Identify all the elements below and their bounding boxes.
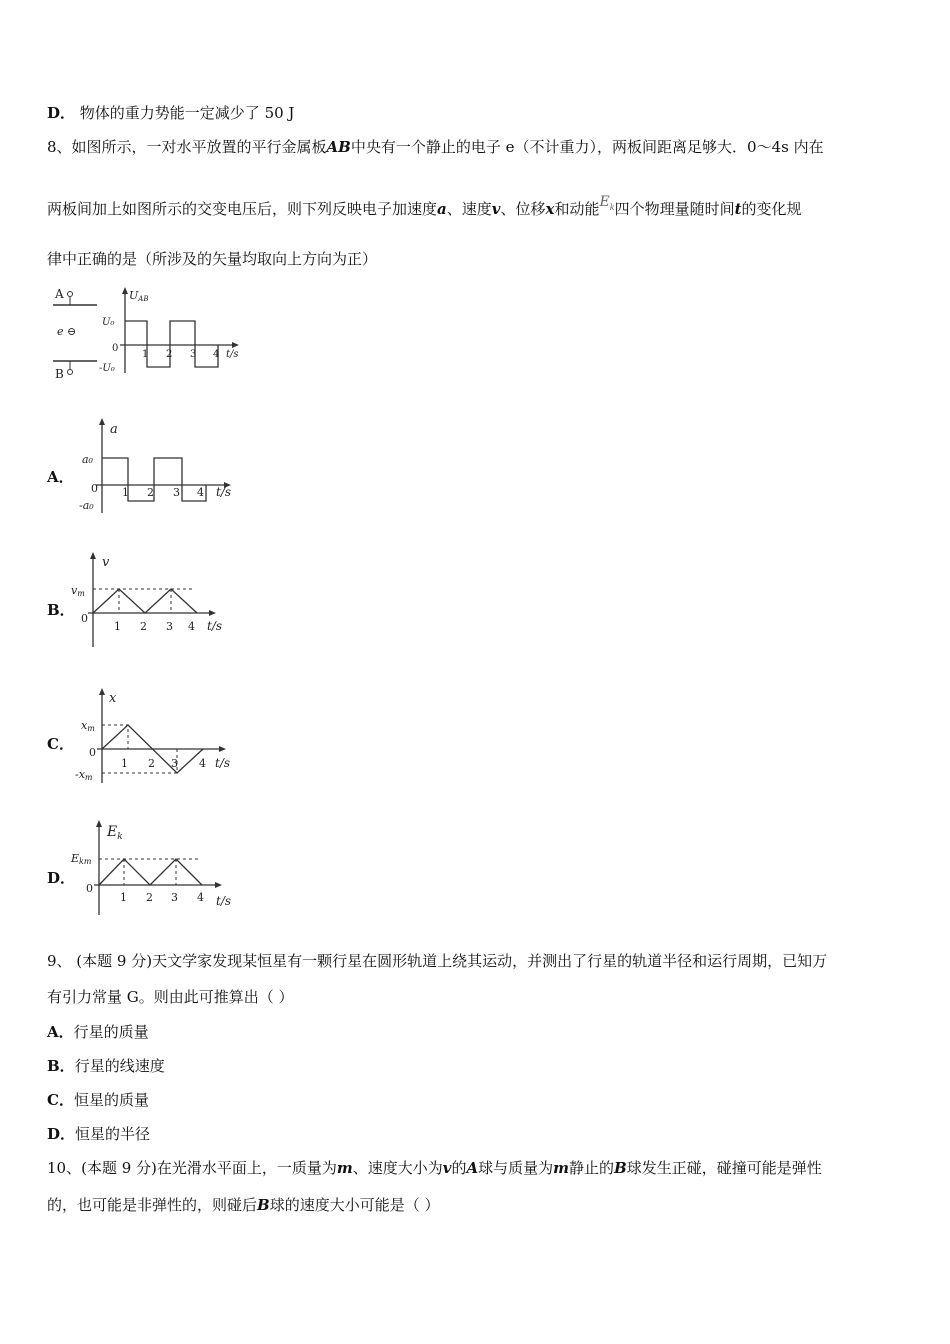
q8-option-a-letter: A． bbox=[47, 468, 74, 486]
q10-text: 静止的 bbox=[569, 1159, 615, 1177]
q8-text: 、位移 bbox=[500, 200, 546, 218]
q8-option-b-graph bbox=[66, 547, 236, 652]
y-axis-label: v bbox=[102, 555, 110, 570]
q10-text: 的 bbox=[451, 1159, 467, 1177]
kinetic-energy-signal bbox=[99, 859, 202, 885]
q8-var-t: t bbox=[734, 200, 742, 218]
tick-4: 4 bbox=[197, 891, 204, 904]
q10-text: 10、(本题 9 分)在光滑水平面上，一质量为 bbox=[47, 1159, 337, 1177]
q8-option-c-letter: C． bbox=[47, 735, 74, 753]
tick-1: 1 bbox=[120, 891, 127, 904]
ekm-label: Ekm bbox=[71, 852, 92, 866]
t-axis-label: t/s bbox=[207, 619, 223, 633]
origin-label: 0 bbox=[91, 482, 98, 495]
a0-label: a₀ bbox=[82, 453, 93, 466]
terminal-b-icon bbox=[68, 370, 73, 375]
q10-ball-b: B bbox=[257, 1196, 270, 1214]
q10-text: 球发生正碰，碰撞可能是弹性 bbox=[626, 1159, 822, 1177]
tick-4: 4 bbox=[197, 486, 204, 499]
tick-3: 3 bbox=[173, 486, 180, 499]
q10-var-m: m bbox=[336, 1159, 353, 1177]
q9-stem-line-1 bbox=[47, 950, 827, 972]
y-axis-label: x bbox=[109, 691, 117, 706]
q10-text: 的，也可能是非弹性的，则碰后 bbox=[47, 1196, 258, 1214]
tick-1: 1 bbox=[114, 620, 121, 633]
electron-label: e ⊖ bbox=[57, 325, 77, 338]
acceleration-signal bbox=[102, 458, 128, 485]
q8-stem-line-1 bbox=[47, 136, 824, 158]
tick-2: 2 bbox=[147, 486, 154, 499]
voltage-signal bbox=[125, 321, 147, 345]
tick-4: 4 bbox=[199, 757, 206, 770]
origin-label: 0 bbox=[81, 612, 88, 625]
q8-text: 四个物理量随时间 bbox=[614, 200, 735, 218]
option-text: 恒星的半径 bbox=[75, 1125, 151, 1143]
u0-label: U₀ bbox=[102, 317, 115, 328]
q9-text: 有引力常量 G。则由此可推算出（ ） bbox=[47, 988, 294, 1006]
option-letter: B． bbox=[47, 1057, 75, 1075]
q9-option-a bbox=[47, 1021, 149, 1043]
q8-var-ek: $E_k$ bbox=[599, 194, 615, 212]
q10-text: 、速度大小为 bbox=[352, 1159, 443, 1177]
q8-option-d-letter: D． bbox=[47, 869, 76, 887]
q8-stem-line-3 bbox=[47, 248, 377, 270]
tick-3: 3 bbox=[171, 757, 178, 770]
q10-ball-a: A bbox=[466, 1159, 479, 1177]
y-axis-label: a bbox=[110, 422, 118, 437]
q8-var-v: v bbox=[491, 200, 501, 218]
q10-stem-line-1 bbox=[47, 1157, 822, 1179]
plate-b-label: B bbox=[55, 367, 64, 381]
vm-label: vm bbox=[71, 584, 85, 598]
tick-1: 1 bbox=[122, 486, 129, 499]
q8-text: 中央有一个静止的电子 e（不计重力），两板间距离足够大．0～4s 内在 bbox=[350, 138, 824, 156]
option-text: 行星的线速度 bbox=[74, 1057, 165, 1075]
q9-option-c bbox=[47, 1089, 149, 1111]
t-axis-label: t/s bbox=[215, 756, 231, 770]
q10-text: 球的速度大小可能是（ ） bbox=[269, 1196, 440, 1214]
q8-option-a-graph bbox=[76, 413, 246, 518]
q10-var-m: m bbox=[553, 1159, 570, 1177]
terminal-a-icon bbox=[68, 292, 73, 297]
origin-label: 0 bbox=[89, 746, 96, 759]
q8-voltage-figure bbox=[45, 283, 260, 388]
q8-text: 、速度 bbox=[446, 200, 492, 218]
q10-var-v: v bbox=[442, 1159, 452, 1177]
q8-option-c-graph bbox=[71, 683, 241, 788]
t-axis-label: t/s bbox=[226, 349, 239, 360]
origin-label: 0 bbox=[86, 882, 93, 895]
q9-text: 9、 (本题 9 分)天文学家发现某恒星有一颗行星在圆形轨道上绕其运动，并测出了行星的轨道半径和运行周期，已知万 bbox=[47, 952, 828, 970]
tick-3: 3 bbox=[171, 891, 178, 904]
q8-var-x: x bbox=[545, 200, 555, 218]
q9-option-d bbox=[47, 1123, 150, 1145]
velocity-signal bbox=[93, 589, 197, 613]
q10-stem-line-2 bbox=[47, 1194, 439, 1216]
q7-option-d-letter: D． bbox=[47, 104, 76, 122]
option-letter: D． bbox=[47, 1125, 76, 1143]
q7-option-d bbox=[47, 102, 294, 124]
q10-text: 球与质量为 bbox=[478, 1159, 554, 1177]
q8-text: 和动能 bbox=[554, 200, 600, 218]
tick-1: 1 bbox=[142, 349, 149, 360]
q8-plate-label: AB bbox=[326, 138, 351, 156]
tick-2: 2 bbox=[148, 757, 155, 770]
plate-a-label: A bbox=[55, 287, 64, 301]
q8-text: 的变化规 bbox=[741, 200, 802, 218]
q8-text: 律中正确的是（所涉及的矢量均取向上方向为正） bbox=[47, 250, 378, 268]
xm-label: xm bbox=[81, 719, 95, 733]
y-axis-label: $E_k$ bbox=[107, 824, 123, 842]
q7-option-d-text: 物体的重力势能一定减少了 50 J bbox=[79, 104, 295, 122]
q8-text: 8、如图所示，一对水平放置的平行金属板 bbox=[47, 138, 327, 156]
q8-option-b-letter: B． bbox=[47, 601, 75, 619]
q9-option-b bbox=[47, 1055, 165, 1077]
q8-var-a: a bbox=[437, 200, 447, 218]
origin-label: 0 bbox=[112, 343, 119, 354]
option-text: 行星的质量 bbox=[73, 1023, 149, 1041]
tick-3: 3 bbox=[190, 349, 197, 360]
tick-2: 2 bbox=[146, 891, 153, 904]
tick-2: 2 bbox=[166, 349, 173, 360]
option-letter: A． bbox=[47, 1023, 74, 1041]
t-axis-label: t/s bbox=[216, 894, 232, 908]
y-axis-label: UAB bbox=[129, 289, 149, 303]
option-letter: C． bbox=[47, 1091, 74, 1109]
tick-4: 4 bbox=[213, 349, 220, 360]
tick-2: 2 bbox=[140, 620, 147, 633]
tick-3: 3 bbox=[166, 620, 173, 633]
q9-stem-line-2 bbox=[47, 986, 294, 1008]
t-axis-label: t/s bbox=[216, 485, 232, 499]
tick-4: 4 bbox=[188, 620, 195, 633]
tick-1: 1 bbox=[121, 757, 128, 770]
neg-xm-label: -xm bbox=[75, 768, 93, 782]
q8-stem-line-2 bbox=[47, 194, 802, 227]
q8-text: 两板间加上如图所示的交变电压后，则下列反映电子加速度 bbox=[47, 200, 438, 218]
q10-ball-b: B bbox=[614, 1159, 627, 1177]
neg-u0-label: -U₀ bbox=[99, 363, 115, 374]
option-text: 恒星的质量 bbox=[73, 1091, 149, 1109]
neg-a0-label: -a₀ bbox=[79, 499, 94, 512]
q8-option-d-graph bbox=[69, 815, 244, 920]
